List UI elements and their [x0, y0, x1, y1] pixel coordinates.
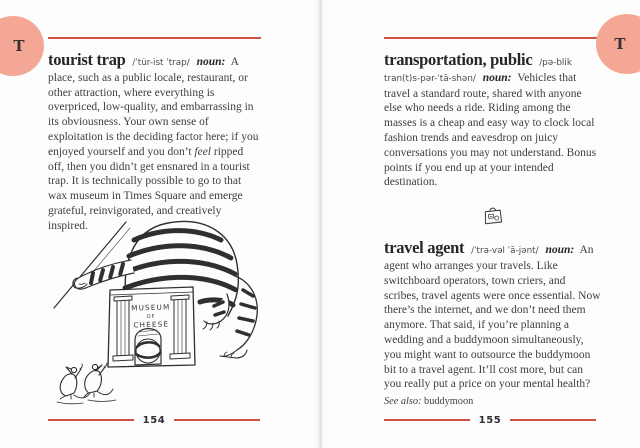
footer-rule — [174, 419, 260, 421]
suitcase-icon — [481, 202, 505, 228]
sign-line-3: CHEESE — [133, 319, 170, 330]
tab-letter: T — [614, 35, 626, 53]
page-gutter-line — [320, 0, 322, 448]
left-page-content — [48, 37, 261, 234]
section-divider — [384, 202, 602, 228]
headword-tourist-trap: tourist trap — [48, 50, 126, 69]
part-of-speech: noun: — [545, 244, 575, 257]
entry-tourist-trap — [48, 50, 261, 234]
part-of-speech: noun: — [482, 71, 512, 84]
top-rule-left — [48, 37, 261, 39]
page-number-right: 155 — [478, 414, 502, 426]
page-number-left: 154 — [142, 414, 166, 426]
part-of-speech: noun: — [196, 56, 226, 68]
page-gutter — [313, 0, 325, 448]
tab-letter: T — [13, 37, 25, 55]
footer-rule — [384, 419, 470, 421]
illustration-museum-of-cheese — [30, 218, 280, 418]
entry-transportation-public — [384, 50, 602, 190]
top-rule-right — [384, 37, 602, 39]
definition-text: Vehicles that travel a standard route, shared with anyone else who needs a ride. Riding among the masses is a cheap and easy way to clock local fashion trends and eavesdrop on juicy conversations you may not understand. Bonus points if you end up at your intended destination. — [384, 71, 597, 189]
footer-rule — [510, 419, 596, 421]
headword-transportation-public: transportation, public — [384, 50, 533, 69]
definition-text: ripped off, then you didn’t get ensnared in a tourist trap. It is technically possible to go to that wax museum in Times Square and emerge grateful, reinvigorated, and creatively inspired. — [48, 145, 250, 232]
pronunciation: /pə-blik tran(t)s-pər-ˈtā-shən/ — [384, 58, 572, 84]
pronunciation: /ˈtu̇r-ist ˈtrap/ — [132, 58, 190, 68]
letter-tab-right — [596, 14, 640, 74]
right-page-content — [384, 37, 602, 408]
definition-text: An agent who arranges your travels. Like switchboard operators, town criers, and scribes, travel agents were once essential. Now there’s the internet, and we don’t need them anymore. That said, if you’re planning a wedding and a buddymoon simultaneously, you might want to outsource the buddymoon bit to a travel agent. It’ll cost more, but can you really put a price on your mental health? — [384, 244, 601, 391]
sign-line-2: OF — [146, 313, 156, 321]
mice-figures — [57, 363, 116, 404]
entry-travel-agent — [384, 238, 602, 392]
headword-travel-agent: travel agent — [384, 238, 465, 258]
sign-line-1: MUSEUM — [131, 302, 171, 313]
page-footer-left — [48, 414, 260, 426]
footer-rule — [48, 419, 134, 421]
see-also-term: buddymoon — [424, 396, 474, 408]
letter-tab-left — [0, 16, 44, 76]
definition-text: A place, such as a public locale, restaurant, or other attraction, where everything is overpriced, low-quality, and embarrassing in its obviousness. Your own sense of exploitation is the deciding factor here; if you enjoyed yourself and you don’t — [48, 56, 259, 158]
definition-text-italic: feel — [194, 145, 211, 158]
see-also-label: See also: — [384, 396, 422, 408]
page-right — [320, 0, 640, 448]
pronunciation: /ˈtra-vəl ˈā-jənt/ — [471, 246, 539, 257]
page-footer-right — [384, 414, 596, 426]
see-also-line — [384, 395, 602, 408]
